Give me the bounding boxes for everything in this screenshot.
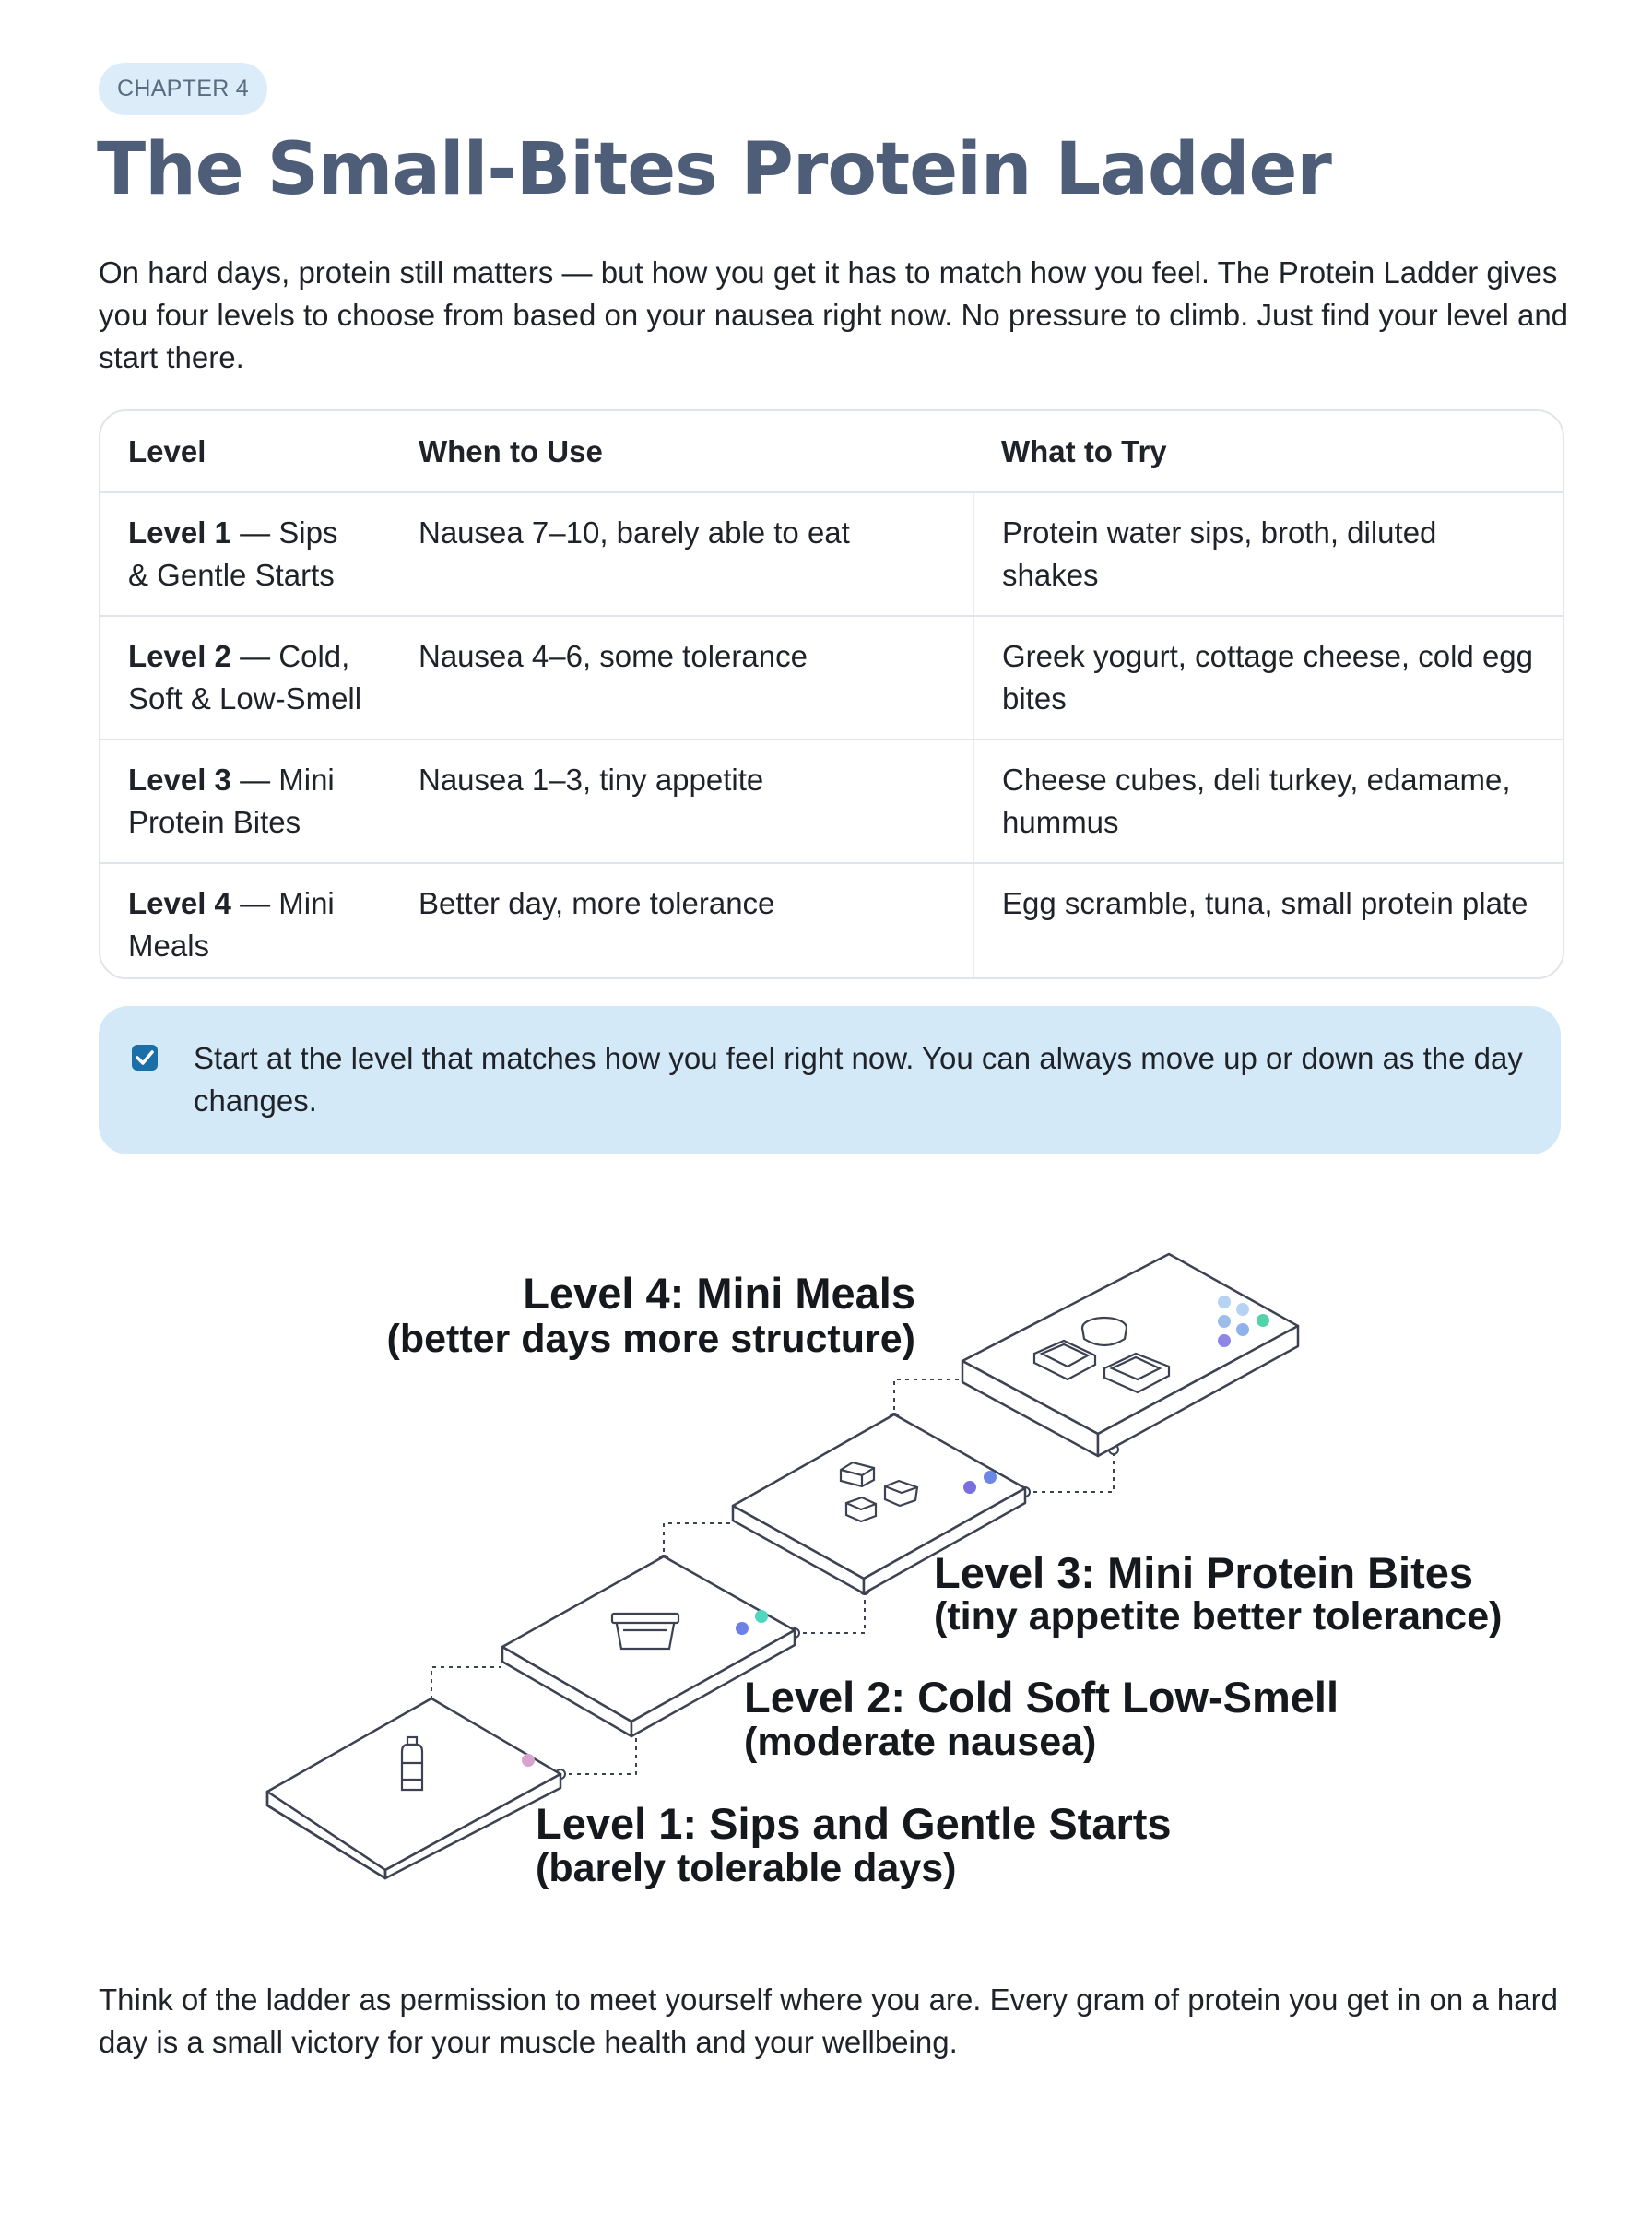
bottle-icon <box>402 1737 422 1790</box>
level-3-subtitle: (tiny appetite better tolerance) <box>934 1594 1503 1639</box>
cell-when: Nausea 1–3, tiny appetite <box>391 740 974 863</box>
level-4-dot <box>1257 1314 1269 1327</box>
level-4-dot <box>1236 1303 1249 1316</box>
page-title: The Small-Bites Protein Ladder <box>97 128 1331 211</box>
cell-what: Greek yogurt, cottage cheese, cold egg bites <box>974 616 1563 740</box>
ladder-connector <box>431 1667 501 1708</box>
level-description: — Mini Meals <box>128 886 335 963</box>
chapter-label: CHAPTER 4 <box>99 63 267 115</box>
table-row <box>100 863 1563 979</box>
level-4-dot <box>1236 1323 1249 1336</box>
level-2-subtitle: (moderate nausea) <box>744 1720 1097 1764</box>
level-4-title: Level 4: Mini Meals <box>523 1269 915 1318</box>
cell-when: Nausea 4–6, some tolerance <box>391 616 974 740</box>
protein-ladder-table <box>99 409 1564 979</box>
level-4-dot <box>1218 1334 1231 1347</box>
cell-when: Better day, more tolerance <box>391 863 974 979</box>
cell-what: Cheese cubes, deli turkey, edamame, hummus <box>974 740 1563 863</box>
cell-level <box>100 492 391 616</box>
ladder-connector <box>894 1379 962 1418</box>
level-3-dot <box>963 1481 976 1494</box>
tip-callout <box>99 1006 1561 1154</box>
table-row <box>100 740 1563 863</box>
level-2-title: Level 2: Cold Soft Low-Smell <box>744 1673 1339 1722</box>
table-row <box>100 492 1563 616</box>
level-name: Level 4 <box>128 886 231 920</box>
level-1-title: Level 1: Sips and Gentle Starts <box>536 1799 1172 1848</box>
level-4-dot <box>1218 1296 1231 1308</box>
ladder-connector <box>795 1590 865 1633</box>
cell-what: Egg scramble, tuna, small protein plate <box>1002 886 1528 920</box>
cell-level <box>100 863 391 979</box>
table-header-row <box>100 411 1563 492</box>
level-description: — Sips & Gentle Starts <box>128 515 338 592</box>
level-2-dot <box>736 1622 749 1635</box>
level-name: Level 3 <box>128 763 231 797</box>
protein-ladder-diagram <box>0 1199 1652 1936</box>
level-name: Level 1 <box>128 515 231 550</box>
level-1-subtitle: (barely tolerable days) <box>536 1846 957 1890</box>
intro-paragraph: On hard days, protein still matters — but how you get it has to match how you feel. The Protein Ladder gives you four levels to choose from based on your nausea right now. No pressure to climb. Just find your level and start there. <box>99 255 1569 374</box>
cell-what: Protein water sips, broth, diluted shakes <box>974 492 1563 616</box>
ladder-connector <box>664 1523 732 1560</box>
checkbox-checked-icon <box>132 1045 158 1071</box>
table-row <box>100 616 1563 740</box>
level-4-platform <box>962 1254 1298 1456</box>
cell-level <box>100 740 391 863</box>
cell-level <box>100 616 391 740</box>
level-description: — Mini Protein Bites <box>128 763 335 839</box>
column-header-level: Level <box>100 411 391 492</box>
level-3-dot <box>984 1471 997 1484</box>
closing-paragraph: Think of the ladder as permission to meet yourself where you are. Every gram of protein you get in on a hard day is a small victory for your muscle health and your wellbeing. <box>99 1982 1558 2059</box>
level-4-subtitle: (better days more structure) <box>386 1317 915 1361</box>
level-2-dot <box>755 1610 768 1623</box>
level-name: Level 2 <box>128 639 231 673</box>
level-3-title: Level 3: Mini Protein Bites <box>934 1548 1474 1597</box>
column-header-what: What to Try <box>974 411 1563 492</box>
level-4-dot <box>1218 1315 1231 1328</box>
column-header-when: When to Use <box>391 411 974 492</box>
callout-text: Start at the level that matches how you feel right now. You can always move up or down as the day changes. <box>194 1041 1523 1118</box>
cell-when: Nausea 7–10, barely able to eat <box>391 492 974 616</box>
level-1-dot <box>522 1754 535 1767</box>
container-icon <box>612 1614 678 1649</box>
level-description: — Cold, Soft & Low-Smell <box>128 639 362 716</box>
